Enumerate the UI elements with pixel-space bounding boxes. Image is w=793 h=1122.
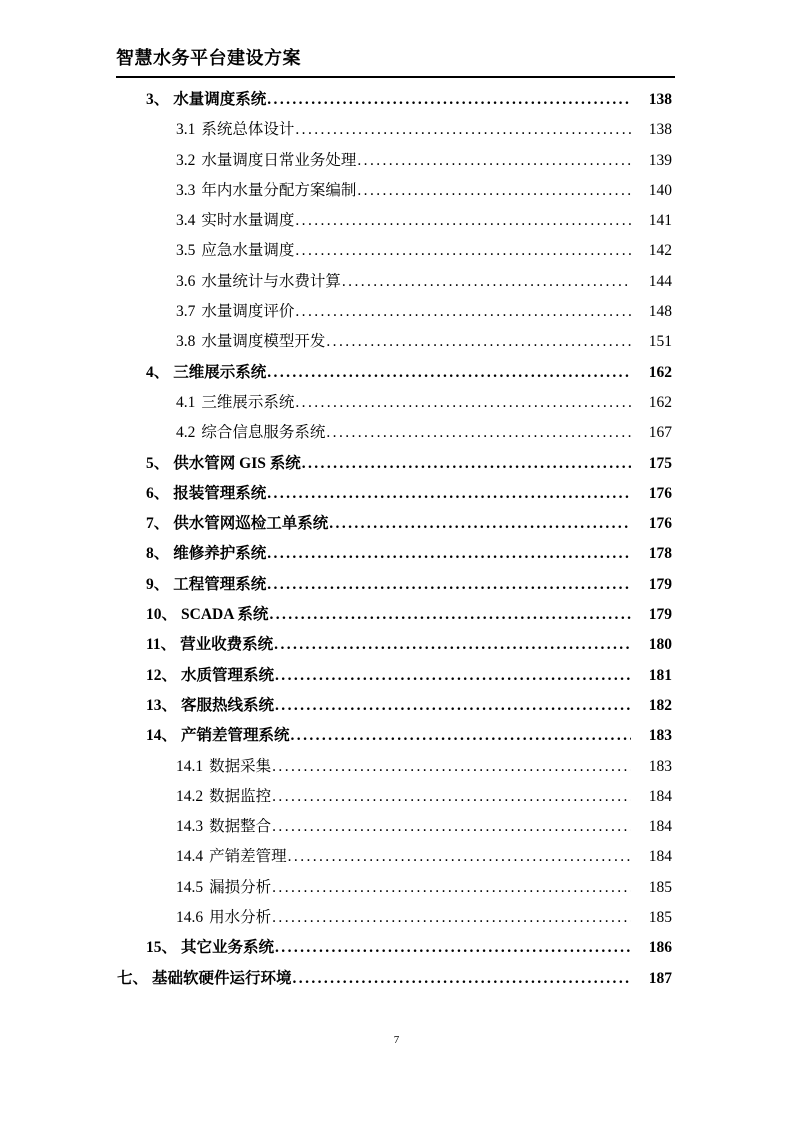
toc-entry-label bbox=[176, 332, 325, 352]
toc-entry-page-number: 167 bbox=[648, 424, 672, 442]
toc-entry-label bbox=[176, 302, 294, 322]
toc-leader-dots bbox=[302, 454, 631, 474]
toc-entry-label bbox=[176, 847, 287, 867]
toc-entry-title: 数据整合 bbox=[209, 818, 272, 836]
toc-entry[interactable] bbox=[0, 726, 793, 756]
toc-entry-label bbox=[146, 575, 266, 595]
toc-entry-page-number: 138 bbox=[648, 91, 672, 108]
toc-entry-title: 水量调度日常业务处理 bbox=[201, 151, 357, 169]
toc-entry[interactable] bbox=[0, 484, 793, 514]
toc-entry-label bbox=[146, 938, 274, 958]
toc-entry[interactable] bbox=[0, 635, 793, 665]
toc-entry-label bbox=[146, 514, 328, 534]
toc-entry-title: 工程管理系统 bbox=[173, 575, 267, 593]
toc-entry-number: 14.5 bbox=[176, 878, 204, 896]
toc-entry-label bbox=[176, 908, 271, 928]
toc-leader-dots bbox=[272, 817, 631, 837]
toc-entry-number: 14.6 bbox=[176, 909, 204, 927]
toc-entry-label bbox=[146, 90, 266, 110]
table-of-contents bbox=[0, 90, 793, 999]
toc-entry-page-number: 148 bbox=[648, 303, 672, 321]
toc-leader-dots bbox=[272, 757, 631, 777]
toc-entry-title: 数据监控 bbox=[209, 787, 272, 805]
toc-entry-page-number: 176 bbox=[648, 515, 672, 533]
toc-entry-label bbox=[146, 484, 266, 504]
toc-entry-number: 14.2 bbox=[176, 787, 204, 805]
running-header bbox=[116, 46, 675, 78]
toc-leader-dots bbox=[267, 544, 631, 564]
toc-entry-page-number: 184 bbox=[648, 787, 672, 805]
toc-entry-page-number: 142 bbox=[648, 242, 672, 260]
toc-entry[interactable] bbox=[0, 332, 793, 362]
toc-leader-dots bbox=[357, 181, 631, 201]
toc-entry-number: 15、 bbox=[146, 939, 178, 957]
toc-entry-title: 客服热线系统 bbox=[181, 696, 275, 714]
toc-entry-number: 6、 bbox=[146, 484, 170, 502]
toc-entry-page-number: 179 bbox=[648, 606, 672, 624]
toc-entry[interactable] bbox=[0, 847, 793, 877]
toc-entry-page-number: 180 bbox=[648, 636, 672, 654]
toc-entry-number: 3、 bbox=[146, 91, 170, 108]
toc-entry-label bbox=[176, 211, 294, 231]
toc-entry-title: 供水管网巡检工单系统 bbox=[173, 515, 329, 533]
toc-entry-title: 漏损分析 bbox=[209, 878, 272, 896]
toc-entry[interactable] bbox=[0, 969, 793, 999]
toc-entry[interactable] bbox=[0, 605, 793, 635]
toc-entry-number: 7、 bbox=[146, 515, 170, 533]
toc-entry-number: 14.1 bbox=[176, 757, 204, 775]
toc-entry-number: 14、 bbox=[146, 727, 178, 745]
toc-entry[interactable] bbox=[0, 272, 793, 302]
toc-entry[interactable] bbox=[0, 575, 793, 605]
toc-entry-title: 基础软硬件运行环境 bbox=[152, 969, 292, 987]
toc-entry-page-number: 185 bbox=[648, 878, 672, 896]
toc-entry-label bbox=[146, 726, 290, 746]
toc-entry-label bbox=[146, 635, 273, 655]
toc-entry-number: 12、 bbox=[146, 666, 178, 684]
toc-entry[interactable] bbox=[0, 120, 793, 150]
toc-leader-dots bbox=[326, 332, 631, 352]
toc-entry-page-number: 179 bbox=[648, 575, 672, 593]
toc-entry-label bbox=[176, 817, 271, 837]
toc-entry-label bbox=[146, 363, 266, 383]
toc-leader-dots bbox=[267, 363, 631, 383]
toc-leader-dots bbox=[295, 302, 631, 322]
toc-leader-dots bbox=[295, 211, 631, 231]
toc-leader-dots bbox=[272, 787, 631, 807]
toc-entry-number: 3.1 bbox=[176, 121, 196, 139]
toc-entry-title: 应急水量调度 bbox=[201, 242, 295, 260]
toc-entry-number: 5、 bbox=[146, 454, 170, 472]
toc-entry-number: 3.3 bbox=[176, 181, 196, 199]
toc-entry[interactable] bbox=[0, 938, 793, 968]
toc-entry-label bbox=[146, 666, 274, 686]
toc-leader-dots bbox=[267, 575, 631, 595]
toc-entry-number: 4、 bbox=[146, 363, 170, 381]
toc-entry[interactable] bbox=[0, 544, 793, 574]
toc-entry-number: 3.7 bbox=[176, 303, 196, 321]
toc-entry-label bbox=[146, 544, 266, 564]
toc-entry[interactable] bbox=[0, 363, 793, 393]
toc-entry-page-number: 162 bbox=[648, 363, 672, 381]
toc-entry[interactable] bbox=[0, 757, 793, 787]
toc-entry-title: SCADA 系统 bbox=[181, 606, 269, 624]
toc-entry-label bbox=[146, 696, 274, 716]
toc-entry-title: 水质管理系统 bbox=[181, 666, 275, 684]
toc-entry[interactable] bbox=[0, 90, 793, 120]
toc-entry-number: 4.2 bbox=[176, 424, 196, 442]
toc-entry-page-number: 151 bbox=[648, 333, 672, 351]
toc-entry-page-number: 184 bbox=[648, 848, 672, 866]
toc-entry-label bbox=[176, 241, 294, 261]
toc-leader-dots bbox=[269, 605, 631, 625]
toc-leader-dots bbox=[329, 514, 631, 534]
toc-entry-number: 14.4 bbox=[176, 848, 204, 866]
toc-entry-title: 系统总体设计 bbox=[201, 121, 295, 139]
toc-leader-dots bbox=[295, 241, 631, 261]
toc-entry-title: 年内水量分配方案编制 bbox=[201, 181, 357, 199]
toc-entry-number: 3.6 bbox=[176, 272, 196, 290]
toc-entry[interactable] bbox=[0, 181, 793, 211]
toc-entry[interactable] bbox=[0, 817, 793, 847]
toc-entry-title: 报装管理系统 bbox=[173, 484, 267, 502]
toc-entry-title: 三维展示系统 bbox=[173, 363, 267, 381]
toc-entry-page-number: 162 bbox=[648, 393, 672, 411]
toc-entry[interactable] bbox=[0, 393, 793, 423]
toc-entry-page-number: 139 bbox=[648, 151, 672, 169]
toc-entry-number: 七、 bbox=[117, 969, 149, 987]
toc-leader-dots bbox=[275, 938, 631, 958]
toc-entry-title: 用水分析 bbox=[209, 909, 272, 927]
toc-leader-dots bbox=[275, 666, 631, 686]
toc-leader-dots bbox=[275, 696, 631, 716]
toc-entry-label bbox=[176, 787, 271, 807]
toc-entry-page-number: 175 bbox=[648, 454, 672, 472]
toc-entry-label bbox=[176, 272, 341, 292]
toc-entry-title: 产销差管理 bbox=[209, 848, 287, 866]
toc-entry-page-number: 183 bbox=[648, 757, 672, 775]
toc-leader-dots bbox=[293, 969, 631, 989]
toc-entry-page-number: 185 bbox=[648, 909, 672, 927]
toc-entry-page-number: 187 bbox=[648, 969, 672, 987]
toc-entry-page-number: 178 bbox=[648, 545, 672, 563]
toc-leader-dots bbox=[295, 393, 631, 413]
toc-entry-number: 8、 bbox=[146, 545, 170, 563]
toc-entry[interactable] bbox=[0, 666, 793, 696]
toc-entry-page-number: 182 bbox=[648, 696, 672, 714]
toc-entry-title: 产销差管理系统 bbox=[181, 727, 290, 745]
toc-entry-number: 3.4 bbox=[176, 212, 196, 230]
toc-leader-dots bbox=[295, 120, 631, 140]
toc-entry-label bbox=[176, 120, 294, 140]
toc-leader-dots bbox=[357, 151, 631, 171]
toc-leader-dots bbox=[272, 878, 631, 898]
toc-entry-page-number: 140 bbox=[648, 181, 672, 199]
toc-entry-label bbox=[176, 151, 356, 171]
toc-entry-title: 三维展示系统 bbox=[201, 393, 295, 411]
toc-entry[interactable] bbox=[0, 151, 793, 181]
toc-entry-label bbox=[176, 878, 271, 898]
toc-entry-page-number: 183 bbox=[648, 727, 672, 745]
toc-entry[interactable] bbox=[0, 908, 793, 938]
toc-entry[interactable] bbox=[0, 423, 793, 453]
toc-entry-number: 3.5 bbox=[176, 242, 196, 260]
toc-entry-label bbox=[176, 181, 356, 201]
toc-entry-number: 3.8 bbox=[176, 333, 196, 351]
toc-leader-dots bbox=[326, 423, 631, 443]
toc-entry-number: 4.1 bbox=[176, 393, 196, 411]
toc-entry[interactable] bbox=[0, 211, 793, 241]
toc-entry[interactable] bbox=[0, 302, 793, 332]
toc-entry-title: 水量调度系统 bbox=[173, 91, 267, 108]
toc-entry-page-number: 144 bbox=[648, 272, 672, 290]
toc-entry-number: 3.2 bbox=[176, 151, 196, 169]
toc-entry-title: 营业收费系统 bbox=[180, 636, 274, 654]
toc-leader-dots bbox=[288, 847, 631, 867]
toc-entry-page-number: 138 bbox=[648, 121, 672, 139]
toc-entry-number: 9、 bbox=[146, 575, 170, 593]
toc-entry-title: 供水管网 GIS 系统 bbox=[173, 454, 301, 472]
toc-entry[interactable] bbox=[0, 514, 793, 544]
toc-leader-dots bbox=[267, 90, 631, 110]
toc-entry[interactable] bbox=[0, 241, 793, 271]
footer-page-number: 7 bbox=[393, 1034, 400, 1046]
toc-entry-label bbox=[176, 423, 325, 443]
page-footer bbox=[0, 1030, 793, 1048]
toc-entry-number: 13、 bbox=[146, 696, 178, 714]
toc-entry-page-number: 176 bbox=[648, 484, 672, 502]
toc-entry[interactable] bbox=[0, 696, 793, 726]
document-title: 智慧水务平台建设方案 bbox=[116, 48, 301, 69]
toc-entry-title: 其它业务系统 bbox=[181, 939, 275, 957]
toc-entry-label bbox=[146, 605, 268, 625]
toc-entry-title: 水量调度模型开发 bbox=[201, 333, 326, 351]
toc-entry-page-number: 181 bbox=[648, 666, 672, 684]
toc-leader-dots bbox=[272, 908, 631, 928]
toc-entry-title: 水量统计与水费计算 bbox=[201, 272, 341, 290]
toc-entry-number: 11、 bbox=[146, 636, 177, 654]
toc-leader-dots bbox=[267, 484, 631, 504]
toc-leader-dots bbox=[291, 726, 631, 746]
toc-entry-label bbox=[146, 454, 301, 474]
toc-leader-dots bbox=[342, 272, 631, 292]
toc-entry-label bbox=[117, 969, 292, 989]
toc-entry-label bbox=[176, 757, 271, 777]
toc-entry-title: 综合信息服务系统 bbox=[201, 424, 326, 442]
toc-entry-page-number: 184 bbox=[648, 818, 672, 836]
toc-entry-page-number: 141 bbox=[648, 212, 672, 230]
toc-entry[interactable] bbox=[0, 787, 793, 817]
toc-entry-title: 实时水量调度 bbox=[201, 212, 295, 230]
toc-entry-number: 10、 bbox=[146, 606, 178, 624]
toc-entry-title: 维修养护系统 bbox=[173, 545, 267, 563]
toc-entry-page-number: 186 bbox=[648, 939, 672, 957]
toc-entry-title: 水量调度评价 bbox=[201, 303, 295, 321]
toc-entry-number: 14.3 bbox=[176, 818, 204, 836]
toc-entry-label bbox=[176, 393, 294, 413]
toc-leader-dots bbox=[274, 635, 631, 655]
toc-entry[interactable] bbox=[0, 878, 793, 908]
toc-entry[interactable] bbox=[0, 454, 793, 484]
toc-entry-title: 数据采集 bbox=[209, 757, 272, 775]
